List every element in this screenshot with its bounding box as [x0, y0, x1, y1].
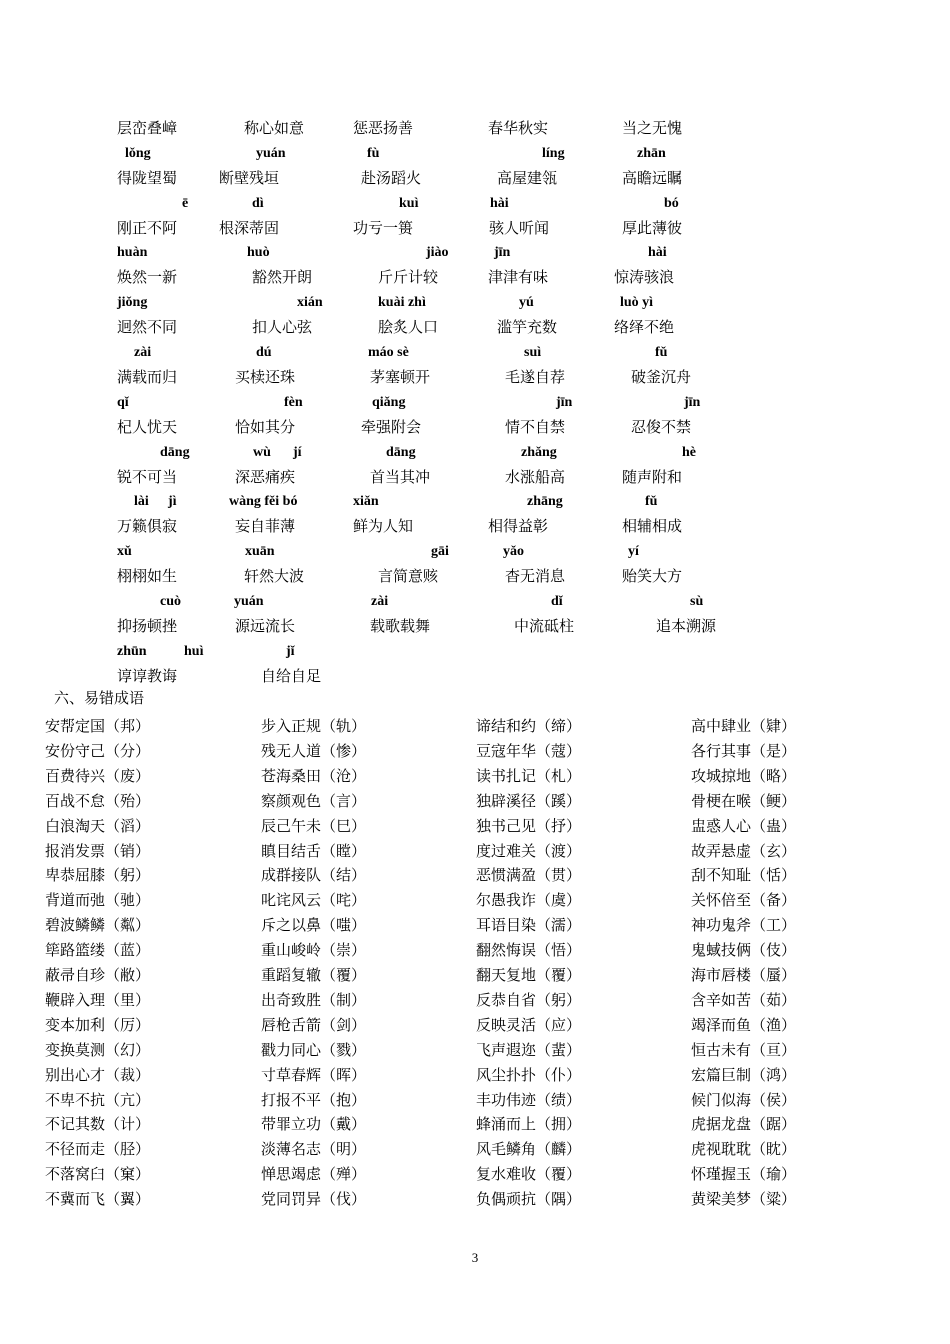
- error-idiom: 复水难收（覆）: [476, 1165, 582, 1184]
- error-idiom: 高中肆业（肄）: [691, 717, 797, 735]
- pinyin-annotation: zhān: [637, 145, 666, 161]
- error-idiom: 碧波鳞鳞（粼）: [45, 916, 151, 935]
- error-idiom: 反恭自省（躬）: [476, 990, 582, 1009]
- error-idiom: 反映灵活（应）: [476, 1015, 582, 1034]
- error-idiom: 重山峻岭（崇）: [261, 941, 367, 960]
- idiom-word: 脍炙人口: [378, 318, 439, 337]
- error-idiom: 怀瑾握玉（瑜）: [691, 1165, 797, 1184]
- idiom-word: 满载而归: [117, 368, 178, 386]
- pinyin-annotation: jīn: [556, 394, 573, 410]
- pinyin-annotation: hè: [682, 444, 696, 460]
- pinyin-annotation: dú: [256, 345, 272, 360]
- idiom-word: 当之无愧: [622, 119, 683, 137]
- error-idiom: 故弄悬虚（玄）: [691, 841, 797, 860]
- pinyin-annotation: xiǎn: [353, 494, 379, 510]
- error-idiom: 察颜观色（言）: [261, 791, 367, 810]
- error-idiom: 变换莫测（幻）: [45, 1040, 151, 1059]
- pinyin-annotation: yuán: [256, 145, 286, 161]
- pinyin-annotation: zhāng: [527, 494, 563, 510]
- pinyin-annotation: xǔ: [117, 544, 132, 560]
- error-idiom: 刮不知耻（恬）: [691, 866, 797, 885]
- error-idiom: 各行其事（是）: [691, 741, 797, 760]
- pinyin-annotation: suì: [524, 345, 542, 360]
- error-idiom: 蜂涌而上（拥）: [476, 1115, 582, 1134]
- error-idiom: 成群接队（结）: [261, 866, 367, 885]
- error-idiom: 恒古未有（亘）: [691, 1040, 797, 1059]
- idiom-word: 买椟还珠: [235, 368, 296, 386]
- error-idiom: 鬼蜮技俩（伎）: [691, 941, 797, 960]
- pinyin-annotation: qiǎng: [372, 394, 406, 410]
- error-idiom: 别出心才（裁）: [45, 1065, 151, 1084]
- pinyin-annotation: huò: [247, 245, 270, 261]
- error-idiom: 翻然悔误（悟）: [476, 941, 582, 960]
- error-idiom: 读书扎记（札）: [476, 766, 582, 785]
- error-idiom: 重蹈复辙（覆）: [261, 966, 367, 984]
- idiom-word: 万籁俱寂: [117, 517, 178, 536]
- idiom-word: 相辅相成: [622, 517, 683, 536]
- pinyin-annotation: lǒng: [125, 145, 151, 161]
- error-idiom: 筚路篮缕（蓝）: [45, 941, 151, 960]
- pinyin-annotation: fù: [367, 145, 380, 161]
- pinyin-annotation: gāi: [431, 544, 449, 560]
- error-idiom: 背道而弛（驰）: [45, 891, 151, 910]
- idiom-word: 栩栩如生: [117, 567, 178, 586]
- pinyin-annotation: zài: [134, 345, 152, 360]
- section-title: 六、易错成语: [54, 689, 145, 707]
- idiom-word: 津津有味: [488, 268, 549, 287]
- idiom-word: 得陇望蜀: [117, 168, 178, 187]
- error-idiom: 带罪立功（戴）: [261, 1115, 367, 1134]
- idiom-word: 春华秋实: [488, 119, 549, 137]
- error-idiom: 豆寇年华（蔻）: [476, 741, 582, 760]
- pinyin-annotation: ē: [182, 195, 189, 211]
- idiom-word: 牵强附会: [361, 417, 422, 436]
- pinyin-annotation: yǎo: [503, 544, 524, 560]
- pinyin-annotation: jīn: [684, 394, 701, 410]
- error-idiom: 负偶顽抗（隅）: [476, 1190, 582, 1209]
- pinyin-annotation: bó: [664, 195, 679, 211]
- pinyin-annotation: hài: [490, 195, 509, 211]
- idiom-word: 迥然不同: [117, 318, 178, 337]
- idiom-word: 络绎不绝: [614, 318, 675, 337]
- idiom-word: 深恶痛疾: [235, 467, 296, 486]
- pinyin-annotation: jiào: [426, 245, 449, 261]
- error-idiom: 不径而走（胫）: [45, 1140, 151, 1159]
- pinyin-annotation: dì: [252, 195, 264, 211]
- error-idiom: 惮思竭虑（殚）: [261, 1165, 367, 1184]
- error-idiom: 谛结和约（缔）: [476, 717, 582, 735]
- idiom-word: 中流砥柱: [514, 617, 575, 635]
- error-idiom: 残无人道（惨）: [261, 741, 367, 760]
- pinyin-annotation: cuò: [160, 594, 181, 609]
- idiom-word: 贻笑大方: [622, 567, 683, 586]
- error-idiom: 丰功伟迹（绩）: [476, 1090, 582, 1109]
- idiom-word: 载歌载舞: [370, 617, 431, 635]
- idiom-word: 层峦叠嶂: [117, 119, 178, 137]
- idiom-word: 相得益彰: [488, 517, 549, 536]
- pinyin-annotation: fèn: [284, 394, 303, 410]
- idiom-word: 称心如意: [244, 119, 305, 137]
- pinyin-annotation: zhǎng: [521, 444, 557, 460]
- error-idiom: 瞋目结舌（瞠）: [261, 841, 367, 860]
- error-idiom: 风毛鳞角（麟）: [476, 1140, 582, 1159]
- idiom-word: 茅塞顿开: [370, 368, 431, 386]
- pinyin-annotation: kuài zhì: [378, 295, 426, 311]
- idiom-word: 轩然大波: [244, 567, 305, 586]
- pinyin-annotation: zài: [371, 594, 389, 609]
- idiom-word: 高屋建瓴: [497, 168, 558, 187]
- error-idiom: 叱诧风云（咤）: [261, 891, 367, 910]
- pinyin-annotation: zhūn: [117, 643, 147, 659]
- idiom-word: 随声附和: [622, 467, 683, 486]
- idiom-word: 功亏一篑: [353, 218, 414, 237]
- error-idiom: 白浪淘天（滔）: [45, 816, 151, 835]
- error-idiom: 竭泽而鱼（渔）: [691, 1015, 797, 1034]
- error-idiom: 鞭辟入理（里）: [45, 990, 151, 1009]
- idiom-word: 刚正不阿: [117, 218, 178, 237]
- error-idiom: 不冀而飞（翼）: [45, 1190, 151, 1209]
- error-idiom: 独辟溪径（蹊）: [476, 791, 582, 810]
- error-idiom: 百战不怠（殆）: [45, 791, 151, 810]
- pinyin-annotation: fǔ: [645, 494, 658, 510]
- error-idiom: 打报不平（抱）: [261, 1090, 367, 1109]
- idiom-word: 惩恶扬善: [353, 119, 414, 137]
- idiom-word: 源远流长: [235, 617, 296, 635]
- pinyin-annotation: dǐ: [551, 594, 563, 609]
- error-idiom: 虎视耽耽（眈）: [691, 1140, 797, 1159]
- idiom-word: 骇人听闻: [489, 218, 550, 237]
- error-idiom: 不卑不抗（亢）: [45, 1090, 151, 1109]
- pinyin-annotation: wàng fěi bó: [229, 494, 298, 510]
- error-idiom: 恶惯满盈（贯）: [476, 866, 582, 885]
- idiom-word: 抑扬顿挫: [117, 617, 178, 635]
- pinyin-annotation: yí: [628, 544, 639, 560]
- idiom-word: 追本溯源: [656, 617, 717, 635]
- idiom-word: 惊涛骇浪: [614, 268, 675, 287]
- idiom-word: 杞人忧天: [117, 417, 178, 436]
- error-idiom: 淡薄名志（明）: [261, 1140, 367, 1159]
- idiom-word: 妄自菲薄: [235, 517, 296, 536]
- pinyin-annotation: huàn: [117, 245, 148, 261]
- pinyin-annotation: xuān: [245, 544, 275, 560]
- pinyin-annotation: yú: [519, 295, 534, 311]
- pinyin-annotation: wù: [253, 444, 271, 460]
- error-idiom: 风尘扑扑（仆）: [476, 1065, 582, 1084]
- pinyin-annotation: jiǒng: [117, 295, 148, 311]
- error-idiom: 海市唇楼（蜃）: [691, 966, 797, 984]
- idiom-word: 忍俊不禁: [631, 417, 692, 436]
- pinyin-annotation: líng: [542, 145, 565, 161]
- error-idiom: 党同罚异（伐）: [261, 1190, 367, 1209]
- idiom-word: 杳无消息: [505, 567, 566, 586]
- error-idiom: 攻城掠地（略）: [691, 766, 797, 785]
- pinyin-annotation: dāng: [386, 444, 416, 460]
- idiom-word: 焕然一新: [117, 268, 178, 287]
- error-idiom: 斥之以鼻（嗤）: [261, 916, 367, 935]
- idiom-word: 根深蒂固: [219, 218, 280, 237]
- page-number: 3: [471, 1250, 479, 1265]
- error-idiom: 含辛如苦（茹）: [691, 990, 797, 1009]
- error-idiom: 辰己午未（巳）: [261, 816, 367, 835]
- idiom-word: 断壁残垣: [219, 168, 280, 187]
- pinyin-annotation: hài: [648, 245, 667, 261]
- error-idiom: 蔽帚自珍（敝）: [45, 966, 151, 984]
- error-idiom: 戳力同心（戮）: [261, 1040, 367, 1059]
- error-idiom: 盅惑人心（蛊）: [691, 816, 797, 835]
- error-idiom: 步入正规（轨）: [261, 717, 367, 735]
- idiom-word: 锐不可当: [117, 467, 178, 486]
- idiom-word: 破釜沉舟: [631, 368, 692, 386]
- idiom-word: 滥竽充数: [497, 318, 558, 337]
- pinyin-annotation: lài: [134, 494, 149, 510]
- pinyin-annotation: yuán: [234, 594, 264, 609]
- idiom-word: 鲜为人知: [353, 517, 414, 536]
- error-idiom: 飞声遐迩（蜚）: [476, 1040, 582, 1059]
- error-idiom: 苍海桑田（沧）: [261, 766, 367, 785]
- error-idiom: 唇枪舌箭（剑）: [261, 1015, 367, 1034]
- error-idiom: 变本加利（厉）: [45, 1015, 151, 1034]
- error-idiom: 不落窝臼（窠）: [45, 1165, 151, 1184]
- pinyin-annotation: dāng: [160, 444, 190, 460]
- error-idiom: 宏篇巨制（鸿）: [691, 1065, 797, 1084]
- error-idiom: 独书己见（抒）: [476, 816, 582, 835]
- pinyin-annotation: xián: [297, 295, 323, 311]
- error-idiom: 报消发票（销）: [45, 841, 151, 860]
- pinyin-annotation: fǔ: [655, 345, 668, 360]
- error-idiom: 卑恭屈膝（躬）: [45, 866, 151, 885]
- idiom-word: 首当其冲: [370, 467, 431, 486]
- pinyin-annotation: luò yì: [620, 295, 654, 311]
- error-idiom: 安份守己（分）: [45, 741, 151, 760]
- error-idiom: 耳语目染（濡）: [476, 916, 582, 935]
- error-idiom: 百费待兴（废）: [45, 766, 151, 785]
- error-idiom: 黄梁美梦（粱）: [691, 1190, 797, 1209]
- pinyin-annotation: jǐ: [286, 643, 295, 659]
- idiom-word: 高瞻远瞩: [622, 168, 683, 187]
- pinyin-annotation: jīn: [494, 245, 511, 261]
- pinyin-annotation: huì: [184, 643, 204, 659]
- pinyin-annotation: máo sè: [368, 345, 409, 360]
- idiom-word: 谆谆教诲: [117, 666, 178, 685]
- error-idiom: 虎据龙盘（踞）: [691, 1115, 797, 1134]
- pinyin-annotation: jì: [168, 494, 177, 510]
- idiom-word: 斤斤计较: [378, 268, 439, 287]
- idiom-word: 厚此薄彼: [622, 218, 683, 237]
- error-idiom: 安帮定国（邦）: [45, 717, 151, 735]
- error-idiom: 寸草春辉（晖）: [261, 1065, 367, 1084]
- error-idiom: 度过难关（渡）: [476, 841, 582, 860]
- error-idiom: 不记其数（计）: [45, 1115, 151, 1134]
- idiom-word: 水涨船高: [505, 467, 566, 486]
- pinyin-annotation: kuì: [399, 195, 419, 211]
- idiom-word: 言简意赅: [378, 567, 439, 586]
- error-idiom: 骨梗在喉（鲠）: [691, 791, 797, 810]
- idiom-word: 自给自足: [261, 666, 322, 685]
- pinyin-annotation: sù: [690, 594, 704, 609]
- error-idiom: 尔愚我诈（虞）: [476, 891, 582, 910]
- idiom-word: 情不自禁: [505, 417, 566, 436]
- idiom-word: 扣人心弦: [252, 318, 313, 337]
- pinyin-annotation: qǐ: [117, 394, 129, 410]
- error-idiom: 神功鬼斧（工）: [691, 916, 797, 935]
- error-idiom: 关怀倍至（备）: [691, 891, 797, 910]
- idiom-word: 毛遂自荐: [505, 368, 566, 386]
- pinyin-annotation: jí: [293, 444, 302, 460]
- idiom-word: 赴汤蹈火: [361, 168, 422, 187]
- idiom-word: 恰如其分: [235, 417, 296, 436]
- error-idiom: 候门似海（侯）: [691, 1090, 797, 1109]
- idiom-word: 豁然开朗: [252, 268, 313, 287]
- error-idiom: 翻天复地（覆）: [476, 966, 582, 984]
- error-idiom: 出奇致胜（制）: [261, 990, 367, 1009]
